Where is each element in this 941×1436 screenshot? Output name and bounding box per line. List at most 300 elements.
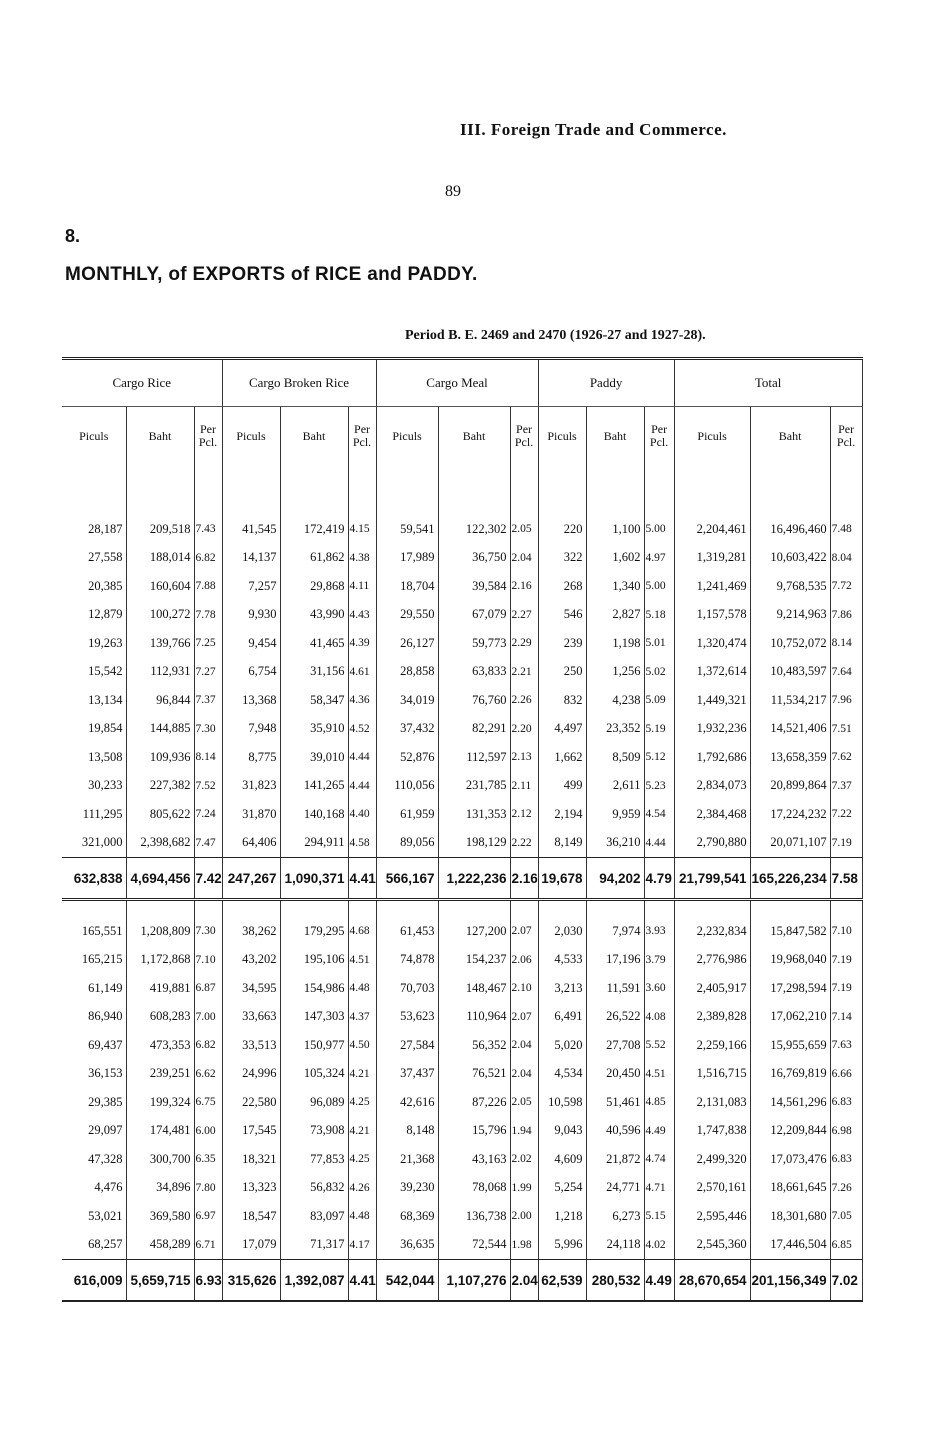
per-picul-cell: 6.87 [194,974,222,1003]
per-picul-cell: 4.51 [348,946,376,975]
piculs-cell: 39,230 [376,1174,438,1203]
baht-cell: 198,129 [438,829,510,858]
piculs-cell: 30,233 [88,778,123,793]
per-picul-cell: 2.20 [510,715,538,744]
baht-cell: 369,580 [126,1202,194,1231]
per-picul-cell: 7.86 [830,601,862,630]
total-row [62,858,862,900]
table-row [62,601,862,630]
per-picul-cell: 7.80 [194,1174,222,1203]
per-picul-cell: 7.63 [830,1031,862,1060]
baht-cell: 34,896 [126,1174,194,1203]
per-picul-cell: 2.13 [510,743,538,772]
piculs-cell: 1,516,715 [674,1060,750,1089]
per-picul-cell: 2.04 [510,544,538,573]
table-row [62,572,862,601]
baht-cell: 56,832 [280,1174,348,1203]
spacer-cell [376,465,438,515]
per-picul-cell: 6.82 [194,544,222,573]
piculs-cell: 165,551 [81,923,123,938]
per-picul-cell: 4.25 [348,1145,376,1174]
baht-cell: 154,237 [438,946,510,975]
table-row [62,715,862,744]
piculs-header: Piculs [222,407,280,466]
spacer-cell [674,900,750,918]
piculs-cell: 53,623 [376,1003,438,1032]
piculs-cell: 9,043 [538,1117,586,1146]
piculs-cell: 546 [538,601,586,630]
per-picul-cell: 7.37 [194,686,222,715]
table-row [62,1202,862,1231]
piculs-cell: 21,799,541 [674,858,750,900]
piculs-cell: 37,432 [376,715,438,744]
per-picul-cell: 4.49 [644,1260,674,1302]
piculs-cell: 36,153 [88,1066,123,1081]
table-row [62,1117,862,1146]
piculs-cell: 68,257 [88,1237,123,1252]
per-picul-cell: 6.83 [830,1088,862,1117]
baht-cell: 199,324 [126,1088,194,1117]
piculs-cell: 62,539 [538,1260,586,1302]
per-picul-cell: 6.97 [194,1202,222,1231]
baht-cell: 148,467 [438,974,510,1003]
baht-cell: 18,661,645 [750,1174,830,1203]
piculs-cell: 28,858 [376,658,438,687]
per-picul-cell: 2.05 [510,1088,538,1117]
per-picul-cell: 2.07 [510,917,538,946]
baht-cell: 458,289 [126,1231,194,1260]
baht-cell: 109,936 [126,743,194,772]
per-picul-cell: 7.22 [830,800,862,829]
baht-cell: 294,911 [280,829,348,858]
baht-cell: 9,214,963 [750,601,830,630]
baht-cell: 41,465 [280,629,348,658]
per-picul-cell: 2.12 [510,800,538,829]
baht-cell: 280,532 [586,1260,644,1302]
table-body [62,465,862,1301]
per-picul-cell: 2.11 [510,772,538,801]
baht-cell: 1,172,868 [126,946,194,975]
table-row [62,917,862,946]
spacer-cell [438,900,510,918]
per-picul-cell: 6.98 [830,1117,862,1146]
per-picul-cell: 4.21 [348,1060,376,1089]
piculs-cell: 34,595 [222,974,280,1003]
baht-cell: 39,010 [280,743,348,772]
piculs-cell: 1,319,281 [674,544,750,573]
piculs-cell: 33,513 [222,1031,280,1060]
per-picul-cell: 4.21 [348,1117,376,1146]
piculs-cell: 2,834,073 [674,772,750,801]
per-picul-cell: 7.30 [194,715,222,744]
table-row [62,515,862,544]
baht-cell: 17,062,210 [750,1003,830,1032]
piculs-cell: 4,497 [538,715,586,744]
baht-cell: 82,291 [438,715,510,744]
piculs-cell: 59,541 [376,515,438,544]
baht-cell: 16,769,819 [750,1060,830,1089]
baht-cell: 188,014 [126,544,194,573]
baht-cell: 76,521 [438,1060,510,1089]
per-picul-header: Per Pcl. [644,407,674,466]
piculs-cell: 5,020 [538,1031,586,1060]
per-picul-cell: 4.61 [348,658,376,687]
piculs-cell: 27,584 [376,1031,438,1060]
per-picul-cell: 4.41 [348,1260,376,1302]
per-picul-cell: 4.37 [348,1003,376,1032]
baht-cell: 419,881 [126,974,194,1003]
baht-cell: 4,238 [586,686,644,715]
per-picul-cell: 4.68 [348,917,376,946]
piculs-cell: 2,194 [538,800,586,829]
piculs-cell: 36,635 [376,1231,438,1260]
piculs-cell: 69,437 [88,1037,123,1052]
per-picul-cell: 4.51 [644,1060,674,1089]
piculs-cell: 2,232,834 [674,917,750,946]
per-picul-cell: 1.98 [510,1231,538,1260]
piculs-cell: 12,879 [88,607,123,622]
piculs-cell: 22,580 [222,1088,280,1117]
baht-cell: 1,340 [586,572,644,601]
per-picul-cell: 4.58 [348,829,376,858]
per-picul-cell: 7.14 [830,1003,862,1032]
section-heading: III. Foreign Trade and Commerce. [460,120,727,139]
piculs-cell: 27,558 [88,550,123,565]
piculs-cell: 18,321 [222,1145,280,1174]
baht-cell: 15,796 [438,1117,510,1146]
exports-table [62,357,863,1302]
per-picul-cell: 5.09 [644,686,674,715]
piculs-cell: 18,704 [376,572,438,601]
piculs-cell: 1,792,686 [674,743,750,772]
baht-cell: 1,208,809 [126,917,194,946]
baht-cell: 14,561,296 [750,1088,830,1117]
baht-cell: 67,079 [438,601,510,630]
baht-cell: 43,163 [438,1145,510,1174]
per-picul-cell: 2.02 [510,1145,538,1174]
baht-cell: 59,773 [438,629,510,658]
baht-cell: 36,210 [586,829,644,858]
piculs-cell: 7,948 [222,715,280,744]
piculs-cell: 315,626 [222,1260,280,1302]
baht-cell: 77,853 [280,1145,348,1174]
piculs-cell: 31,870 [222,800,280,829]
piculs-cell: 61,453 [376,917,438,946]
baht-cell: 105,324 [280,1060,348,1089]
per-picul-header: Per Pcl. [194,407,222,466]
baht-cell: 5,659,715 [126,1260,194,1302]
baht-cell: 17,298,594 [750,974,830,1003]
per-picul-cell: 2.27 [510,601,538,630]
piculs-cell: 68,369 [376,1202,438,1231]
baht-cell: 122,302 [438,515,510,544]
per-picul-cell: 6.62 [194,1060,222,1089]
baht-cell: 110,964 [438,1003,510,1032]
table-row [62,772,862,801]
piculs-cell: 1,157,578 [674,601,750,630]
per-picul-cell: 5.15 [644,1202,674,1231]
baht-header: Baht [438,407,510,466]
piculs-cell: 2,030 [538,917,586,946]
baht-cell: 1,198 [586,629,644,658]
baht-header: Baht [126,407,194,466]
table-row [62,1003,862,1032]
per-picul-cell: 7.10 [830,917,862,946]
baht-cell: 239,251 [126,1060,194,1089]
baht-cell: 76,760 [438,686,510,715]
piculs-cell: 42,616 [376,1088,438,1117]
piculs-cell: 29,385 [88,1094,123,1109]
baht-cell: 56,352 [438,1031,510,1060]
group-header-cargo-broken-rice: Cargo Broken Rice [222,359,376,407]
per-picul-cell: 6.66 [830,1060,862,1089]
piculs-cell: 34,019 [376,686,438,715]
per-picul-cell: 1.99 [510,1174,538,1203]
piculs-cell: 250 [538,658,586,687]
baht-cell: 4,694,456 [126,858,194,900]
per-picul-cell: 4.43 [348,601,376,630]
per-picul-cell: 4.50 [348,1031,376,1060]
baht-cell: 14,521,406 [750,715,830,744]
baht-cell: 300,700 [126,1145,194,1174]
page-number: 89 [445,183,461,200]
piculs-header: Piculs [79,428,109,443]
group-header-paddy: Paddy [538,359,674,407]
per-picul-cell: 2.16 [510,572,538,601]
baht-cell: 1,090,371 [280,858,348,900]
piculs-cell: 33,663 [222,1003,280,1032]
table-row [62,829,862,858]
baht-cell: 63,833 [438,658,510,687]
piculs-cell: 1,449,321 [674,686,750,715]
baht-cell: 139,766 [126,629,194,658]
spacer-cell [644,465,674,515]
per-picul-cell: 8.14 [830,629,862,658]
piculs-cell: 13,508 [88,749,123,764]
per-picul-cell: 8.14 [194,743,222,772]
spacer-cell [126,465,194,515]
baht-cell: 71,317 [280,1231,348,1260]
spacer-cell [126,900,194,918]
piculs-cell: 29,097 [88,1123,123,1138]
piculs-cell: 247,267 [222,858,280,900]
baht-cell: 12,209,844 [750,1117,830,1146]
piculs-cell: 14,137 [222,544,280,573]
piculs-cell: 220 [538,515,586,544]
piculs-cell: 31,823 [222,772,280,801]
baht-cell: 23,352 [586,715,644,744]
baht-cell: 9,959 [586,800,644,829]
piculs-cell: 239 [538,629,586,658]
per-picul-cell: 4.02 [644,1231,674,1260]
baht-cell: 17,073,476 [750,1145,830,1174]
per-picul-cell: 6.82 [194,1031,222,1060]
baht-cell: 17,224,232 [750,800,830,829]
piculs-cell: 632,838 [62,858,126,900]
per-picul-cell: 4.48 [348,974,376,1003]
piculs-cell: 15,542 [88,664,123,679]
baht-cell: 1,107,276 [438,1260,510,1302]
baht-cell: 174,481 [126,1117,194,1146]
piculs-cell: 4,534 [538,1060,586,1089]
spacer-cell [830,465,862,515]
piculs-cell: 4,476 [94,1180,123,1195]
per-picul-cell: 5.12 [644,743,674,772]
per-picul-header: Per Pcl. [830,407,862,466]
piculs-cell: 13,368 [222,686,280,715]
piculs-cell: 21,368 [376,1145,438,1174]
baht-cell: 160,604 [126,572,194,601]
table-row [62,1031,862,1060]
per-picul-cell: 4.26 [348,1174,376,1203]
piculs-cell: 41,545 [222,515,280,544]
piculs-cell: 19,678 [538,858,586,900]
per-picul-cell: 4.85 [644,1088,674,1117]
spacer-cell [510,900,538,918]
per-picul-cell: 4.36 [348,686,376,715]
piculs-cell: 2,384,468 [674,800,750,829]
baht-cell: 1,222,236 [438,858,510,900]
table-row [62,800,862,829]
piculs-cell: 5,996 [538,1231,586,1260]
baht-cell: 8,509 [586,743,644,772]
piculs-cell: 4,533 [538,946,586,975]
per-picul-cell: 5.00 [644,572,674,601]
per-picul-cell: 7.19 [830,829,862,858]
baht-cell: 10,603,422 [750,544,830,573]
spacer-cell [376,900,438,918]
piculs-cell: 61,959 [376,800,438,829]
spacer-cell [750,465,830,515]
per-picul-header: Per Pcl. [348,407,376,466]
baht-cell: 26,522 [586,1003,644,1032]
per-picul-cell: 4.52 [348,715,376,744]
piculs-cell: 28,670,654 [674,1260,750,1302]
table-row [62,544,862,573]
table-row [62,946,862,975]
baht-cell: 150,977 [280,1031,348,1060]
piculs-cell: 86,940 [88,1009,123,1024]
piculs-cell: 1,747,838 [674,1117,750,1146]
piculs-cell: 1,241,469 [674,572,750,601]
per-picul-cell: 5.02 [644,658,674,687]
piculs-cell: 29,550 [376,601,438,630]
baht-cell: 127,200 [438,917,510,946]
baht-cell: 140,168 [280,800,348,829]
per-picul-cell: 7.02 [830,1260,862,1302]
per-picul-cell: 3.93 [644,917,674,946]
piculs-header: Piculs [674,407,750,466]
piculs-cell: 8,149 [538,829,586,858]
spacer-cell [644,900,674,918]
table-row [62,1174,862,1203]
baht-cell: 20,450 [586,1060,644,1089]
per-picul-cell: 4.38 [348,544,376,573]
piculs-cell: 28,187 [88,521,123,536]
piculs-header: Piculs [376,407,438,466]
per-picul-cell: 7.64 [830,658,862,687]
baht-cell: 72,544 [438,1231,510,1260]
per-picul-cell: 2.04 [510,1031,538,1060]
per-picul-cell: 7.25 [194,629,222,658]
per-picul-cell: 7.88 [194,572,222,601]
baht-cell: 36,750 [438,544,510,573]
piculs-cell: 9,930 [222,601,280,630]
spacer-row [62,465,862,515]
baht-cell: 31,156 [280,658,348,687]
piculs-cell: 268 [538,572,586,601]
baht-cell: 16,496,460 [750,515,830,544]
piculs-header: Piculs [538,407,586,466]
piculs-cell: 2,545,360 [674,1231,750,1260]
per-picul-cell: 7.52 [194,772,222,801]
baht-cell: 165,226,234 [750,858,830,900]
per-picul-cell: 2.26 [510,686,538,715]
piculs-cell: 165,215 [81,952,123,967]
baht-header: Baht [280,407,348,466]
per-picul-cell: 7.48 [830,515,862,544]
group-header-total: Total [674,359,862,407]
piculs-cell: 7,257 [222,572,280,601]
spacer-cell [348,465,376,515]
spacer-cell [586,465,644,515]
baht-cell: 179,295 [280,917,348,946]
piculs-cell: 1,662 [538,743,586,772]
baht-cell: 1,256 [586,658,644,687]
baht-cell: 805,622 [126,800,194,829]
per-picul-cell: 6.35 [194,1145,222,1174]
baht-cell: 608,283 [126,1003,194,1032]
piculs-cell: 17,545 [222,1117,280,1146]
baht-cell: 83,097 [280,1202,348,1231]
baht-cell: 35,910 [280,715,348,744]
baht-cell: 17,446,504 [750,1231,830,1260]
baht-cell: 7,974 [586,917,644,946]
per-picul-cell: 7.47 [194,829,222,858]
per-picul-cell: 4.39 [348,629,376,658]
baht-cell: 141,265 [280,772,348,801]
table-title: MONTHLY, of EXPORTS of RICE and PADDY. [65,264,478,285]
baht-cell: 19,968,040 [750,946,830,975]
piculs-cell: 8,148 [376,1117,438,1146]
spacer-cell [538,900,586,918]
per-picul-cell: 2.05 [510,515,538,544]
baht-cell: 78,068 [438,1174,510,1203]
piculs-cell: 566,167 [376,858,438,900]
piculs-cell: 70,703 [376,974,438,1003]
piculs-cell: 17,079 [222,1231,280,1260]
spacer-cell [222,900,280,918]
baht-cell: 227,382 [126,772,194,801]
spacer-cell [194,900,222,918]
per-picul-cell: 4.71 [644,1174,674,1203]
baht-cell: 2,398,682 [126,829,194,858]
piculs-cell: 26,127 [376,629,438,658]
baht-cell: 195,106 [280,946,348,975]
piculs-cell: 5,254 [538,1174,586,1203]
per-picul-cell: 4.74 [644,1145,674,1174]
subheader-row [62,407,862,466]
spacer-cell [280,900,348,918]
per-picul-header: Per Pcl. [510,407,538,466]
piculs-cell: 61,149 [88,980,123,995]
piculs-cell: 499 [538,772,586,801]
piculs-cell: 8,775 [222,743,280,772]
per-picul-cell: 5.23 [644,772,674,801]
piculs-cell: 13,323 [222,1174,280,1203]
baht-cell: 13,658,359 [750,743,830,772]
per-picul-cell: 7.10 [194,946,222,975]
